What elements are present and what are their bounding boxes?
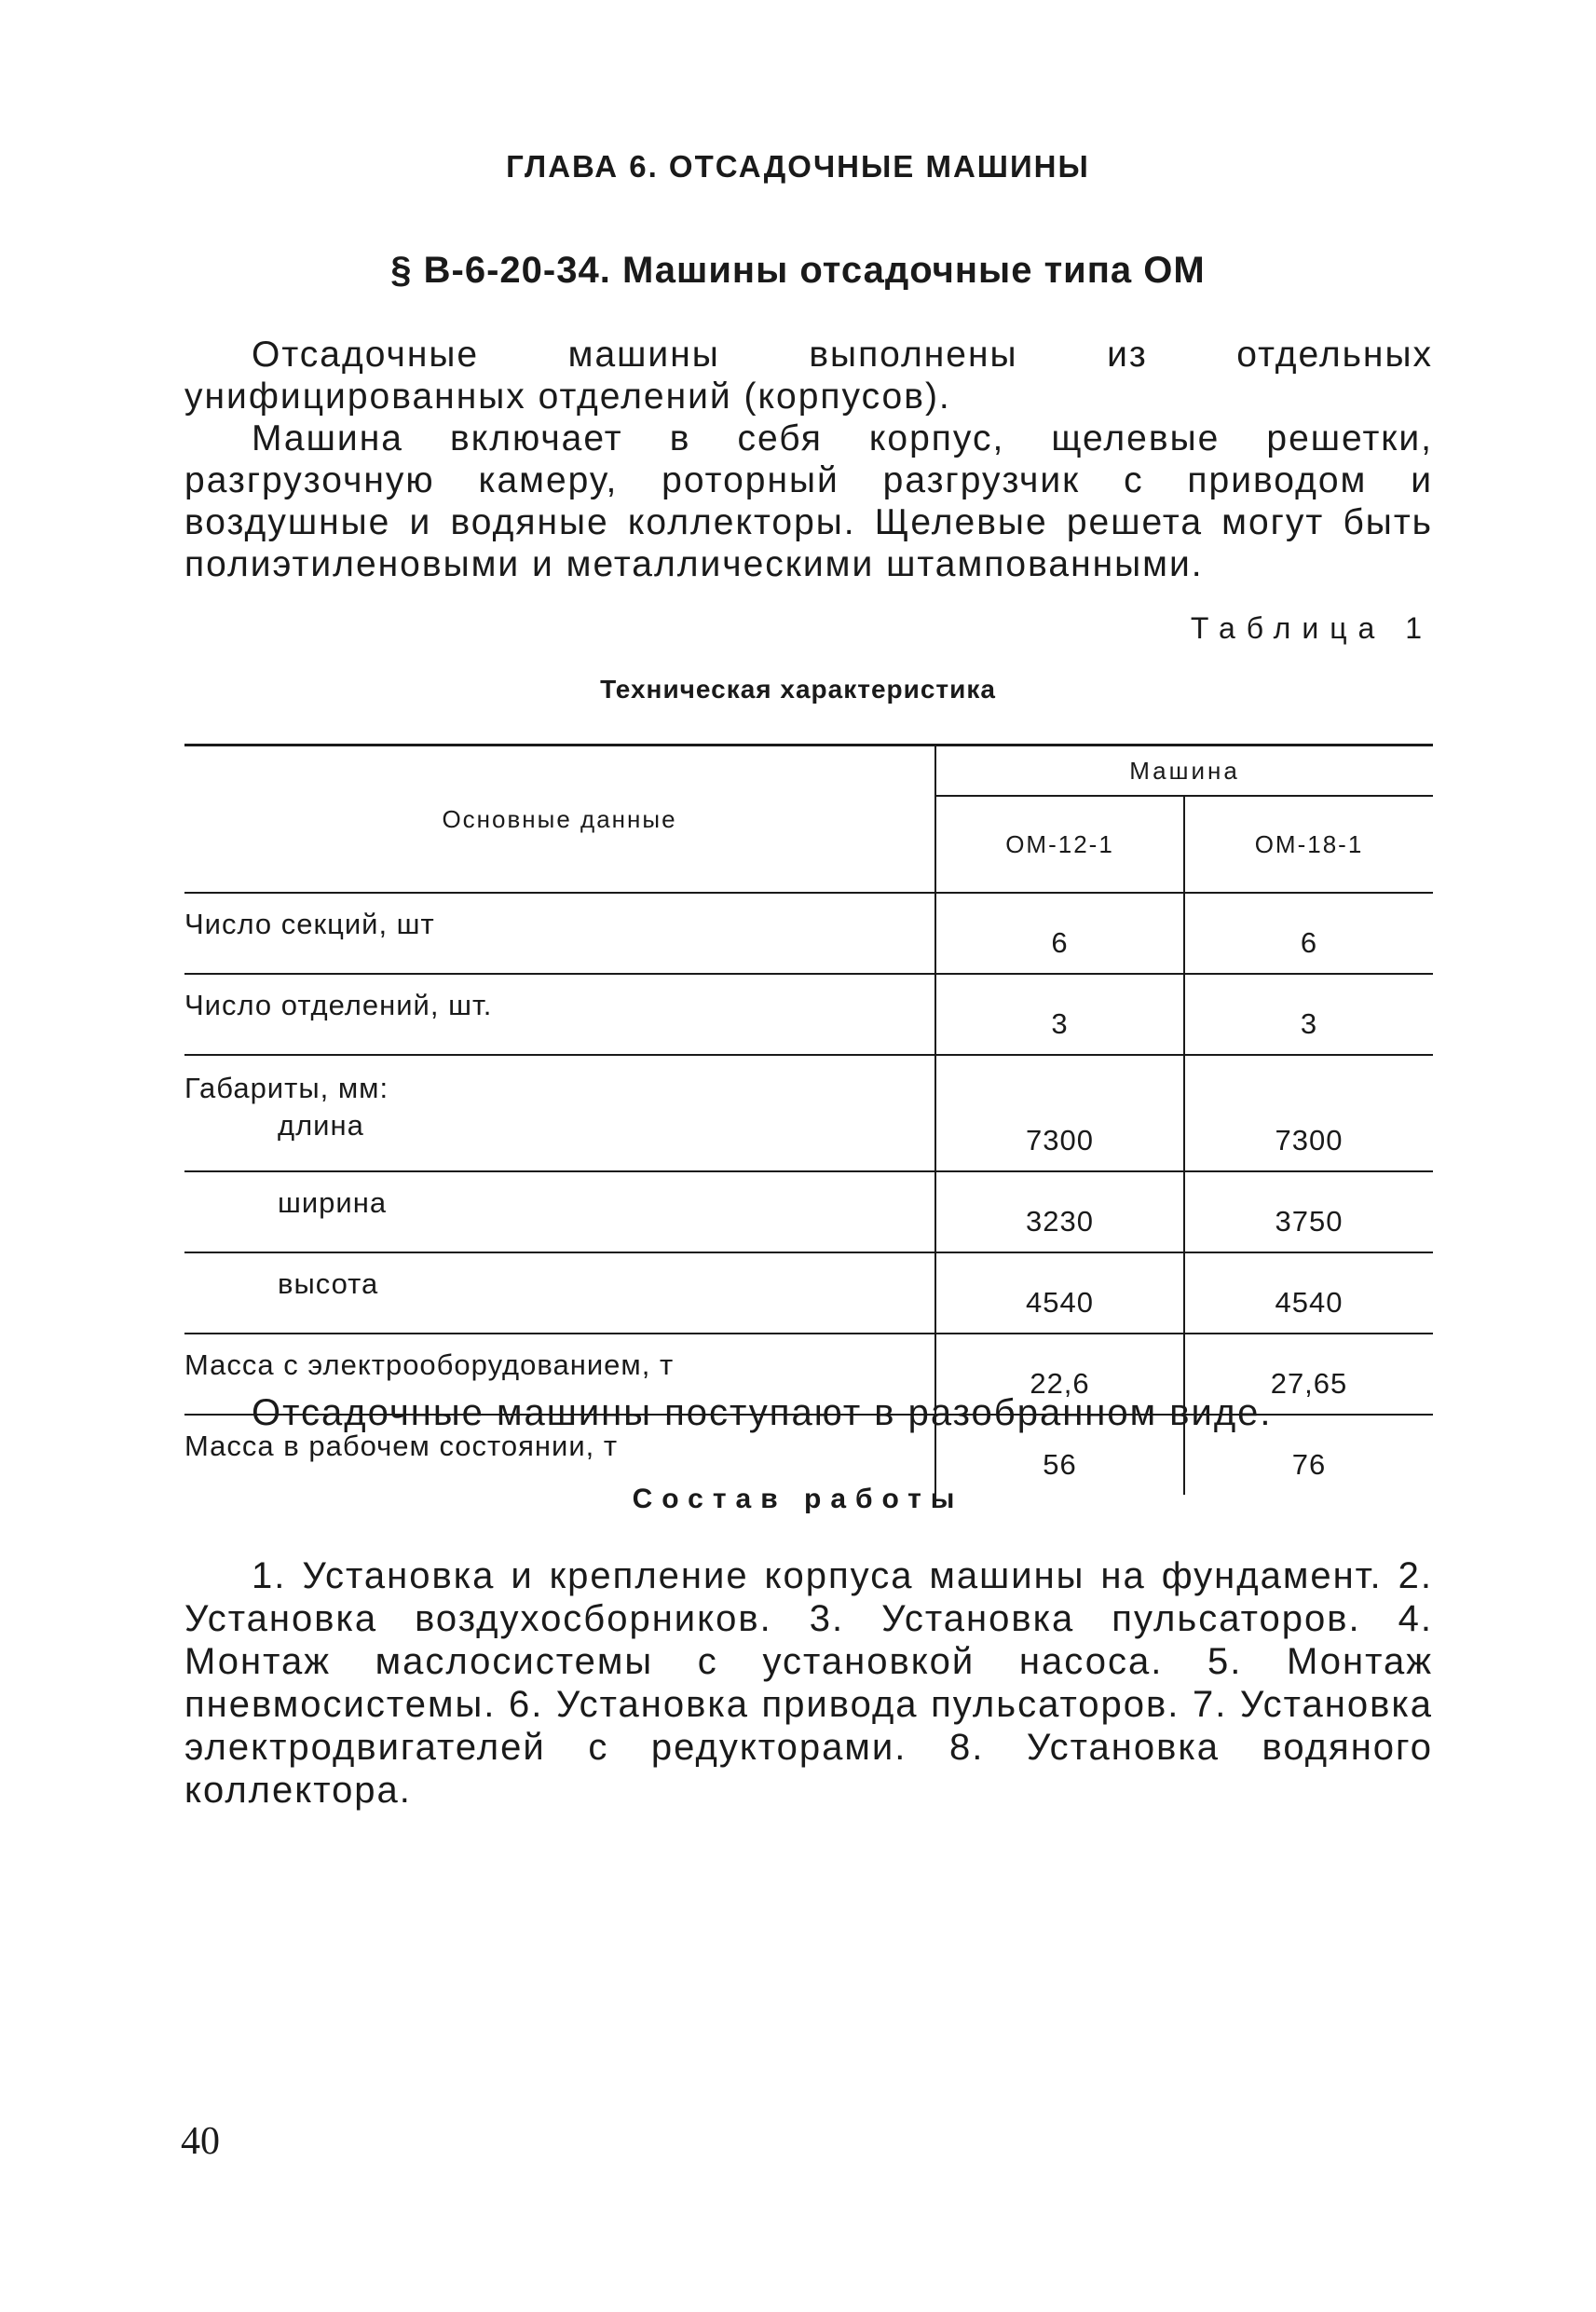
row-label: высота <box>278 1267 379 1300</box>
table-row <box>184 1252 1433 1334</box>
chapter-title: ГЛАВА 6. ОТСАДОЧНЫЕ МАШИНЫ <box>506 149 1090 184</box>
table-row <box>184 1055 1433 1171</box>
page-number: 40 <box>181 2120 220 2163</box>
table-header-model-2: ОМ-18-1 <box>1184 796 1433 893</box>
row-label: Масса с электрооборудованием, т <box>184 1334 935 1415</box>
table-header-model-1: ОМ-12-1 <box>935 796 1184 893</box>
cell-value: 3 <box>935 974 1184 1055</box>
row-label: Число отделений, шт. <box>184 974 935 1055</box>
cell-value: 27,65 <box>1184 1334 1433 1415</box>
row-label: ширина <box>278 1186 388 1219</box>
cell-value: 3 <box>1184 974 1433 1055</box>
work-steps: 1. Установка и крепление корпуса машины на фундамент. 2. Установка воздухосборников. 3. Установка пульсаторов. 4. Монтаж маслосистемы с установкой насоса. 5. Монтаж пневмосистемы. 6. Установка привода пульсаторов. 7. Установка электродвигателей с редукторами. 8. Установка водяного коллектора. <box>184 1555 1433 1811</box>
table-header-main: Основные данные <box>184 746 935 894</box>
cell-value: 76 <box>1291 1448 1327 1481</box>
row-label: Число секций, шт <box>184 893 935 974</box>
intro-paragraph-1: Отсадочные машины выполнены из отдельных унифицированных отделений (корпусов). <box>184 335 1433 417</box>
cell-value: 7300 <box>935 1055 1184 1171</box>
row-label-cell <box>184 1171 935 1252</box>
table-header-group: Машина <box>935 746 1433 797</box>
cell-value: 7300 <box>1184 1055 1433 1171</box>
cell-value: 4540 <box>1184 1252 1433 1334</box>
cell-value: 3750 <box>1184 1171 1433 1252</box>
work-heading: Состав работы <box>632 1484 964 1514</box>
cell-value: 4540 <box>935 1252 1184 1334</box>
cell-value: 6 <box>935 893 1184 974</box>
row-label: Габариты, мм: <box>184 1072 389 1104</box>
table-number: Таблица 1 <box>1190 611 1433 645</box>
row-label-cell <box>184 1252 935 1334</box>
row-label: Масса в рабочем состоянии, т <box>184 1415 935 1495</box>
cell-value: 22,6 <box>935 1334 1184 1415</box>
table-row <box>184 893 1433 974</box>
cell-value: 3230 <box>935 1171 1184 1252</box>
cell-value: 6 <box>1184 893 1433 974</box>
row-sublabel: длина <box>278 1109 364 1142</box>
table-row <box>184 1171 1433 1252</box>
spec-table <box>184 744 1433 1495</box>
cell-value: 56 <box>935 1415 1184 1495</box>
row-label-group <box>184 1055 935 1171</box>
table-row <box>184 974 1433 1055</box>
intro-paragraph-2: Машина включает в себя корпус, щелевые решетки, разгрузочную камеру, роторный разгрузчик с приводом и воздушные и водяные коллекторы. Щелевые решета могут быть полиэтиленовыми и металлическими штампованными. <box>184 418 1433 584</box>
delivery-note: Отсадочные машины поступают в разобранном виде. <box>252 1392 1273 1433</box>
table-caption: Техническая характеристика <box>600 675 996 704</box>
section-title: § В-6-20-34. Машины отсадочные типа ОМ <box>390 250 1206 291</box>
